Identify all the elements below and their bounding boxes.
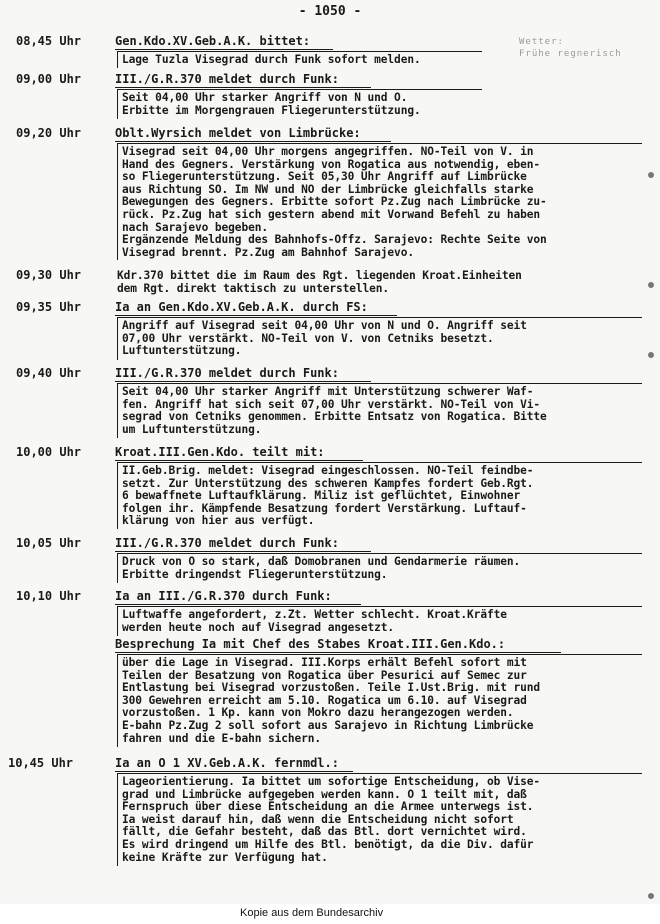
body-line: Seit 04,00 Uhr starker Angriff mit Unterstützung schwerer Waf-	[122, 386, 534, 398]
entry-heading: Oblt.Wyrsich meldet von Limbrücke:	[115, 126, 391, 142]
entry-time: 09,40 Uhr	[16, 366, 82, 380]
entry-body	[117, 317, 642, 360]
body-line: 300 Gewehren erreicht am 5.10. Rogatica um 6.10. auf Visegrad	[122, 694, 527, 707]
entry-heading: III./G.R.370 meldet durch Funk:	[115, 72, 371, 88]
body-line: Ia weist darauf hin, daß wenn die Entscheidung nicht sofort	[122, 813, 514, 826]
body-line: 07,00 Uhr verstärkt. NO-Teil von V. von Cetniks besetzt.	[122, 332, 494, 345]
entry-time: 09,35 Uhr	[16, 300, 82, 314]
body-line: folgen ihr. Kämpfende Besatzung fordert Verstärkung. Luftauf-	[122, 502, 527, 515]
body-line: grad und Limbrücke aufgegeben werden kann. O 1 teilt mit, daß	[122, 788, 527, 801]
entry-body	[117, 383, 642, 438]
body-line: Druck von O so stark, daß Domobranen und Gendarmerie räumen.	[122, 556, 521, 568]
entry-body	[117, 462, 642, 529]
margin-mark	[648, 352, 654, 358]
body-line: dem Rgt. direkt taktisch zu unterstellen.	[117, 282, 390, 295]
body-line: über die Lage in Visegrad. III.Korps erhält Befehl sofort mit	[122, 657, 527, 669]
body-line: Seit 04,00 Uhr starker Angriff von N und O.	[122, 92, 408, 104]
body-line: Angriff auf Visegrad seit 04,00 Uhr von N und O. Angriff seit	[122, 320, 527, 332]
body-line: Es wird dringend um Hilfe des Btl. benötigt, da die Div. dafür	[122, 838, 534, 851]
body-line: Teilen der Besatzung von Rogatica über Pesurici auf Semec zur	[122, 669, 527, 682]
entry-heading: Ia an III./G.R.370 durch Funk:	[115, 589, 361, 605]
weather-stamp	[519, 36, 639, 60]
entry-heading: Ia an Gen.Kdo.XV.Geb.A.K. durch FS:	[115, 300, 397, 316]
entry-time: 08,45 Uhr	[16, 34, 82, 48]
body-line: fahren und die E-bahn sichern.	[122, 732, 322, 745]
body-line: Erbitte dringendst Fliegerunterstützung.	[122, 568, 388, 581]
body-line: Visegrad brennt. Pz.Zug am Bahnhof Sarajevo.	[122, 246, 414, 259]
entry-body	[117, 606, 642, 636]
body-line: segrad von Cetniks genommen. Erbitte Entsatz von Rogatica. Bitte	[122, 411, 547, 424]
entry-body	[117, 773, 642, 866]
entry-body	[117, 268, 637, 297]
body-line: so Fliegerunterstützung. Seit 05,30 Uhr Angriff auf Limbrücke	[122, 171, 527, 184]
body-line: Kdr.370 bittet die im Raum des Rgt. liegenden Kroat.Einheiten	[117, 270, 522, 282]
entry-time: 10,45 Uhr	[8, 756, 74, 770]
body-line: Lageorientierung. Ia bittet um sofortige Entscheidung, ob Vise-	[122, 776, 541, 788]
body-line: fällt, die Gefahr besteht, daß das Btl. dort vernichtet wird.	[122, 826, 527, 839]
body-line: fen. Angriff hat sich seit 07,00 Uhr verstärkt. NO-Teil von Vi-	[122, 398, 541, 411]
margin-mark	[648, 893, 654, 899]
body-line: Lage Tuzla Visegrad durch Funk sofort melden.	[122, 54, 421, 66]
body-line: keine Kräfte zur Verfügung hat.	[122, 851, 328, 864]
body-line: Bewegungen des Gegners. Erbitte sofort Pz.Zug nach Limbrücke zu-	[122, 196, 547, 209]
entry-time: 09,30 Uhr	[16, 268, 82, 282]
body-line: Luftwaffe angefordert, z.Zt. Wetter schlecht. Kroat.Kräfte	[122, 609, 507, 621]
entry-heading: III./G.R.370 meldet durch Funk:	[115, 536, 371, 552]
entry-time: 10,05 Uhr	[16, 536, 82, 550]
body-line: Luftunterstützung.	[122, 345, 242, 358]
body-line: E-bahn Pz.Zug 2 soll sofort aus Sarajevo in Richtung Limbrücke	[122, 719, 534, 732]
entry-heading: Kroat.III.Gen.Kdo. teilt mit:	[115, 445, 363, 461]
body-line: aus Richtung SO. Im NW und NO der Limbrücke gleichfalls starke	[122, 183, 534, 196]
body-line: Erbitte im Morgengrauen Fliegerunterstützung.	[122, 104, 421, 117]
archive-footer	[0, 904, 660, 924]
body-line: setzt. Zur Unterstützung des schweren Kampfes fordert Geb.Rgt.	[122, 477, 534, 490]
entry-heading: Ia an O 1 XV.Geb.A.K. fernmdl.:	[115, 756, 353, 772]
entry-heading: Gen.Kdo.XV.Geb.A.K. bittet:	[115, 34, 333, 50]
entry-heading: Besprechung Ia mit Chef des Stabes Kroat.III.Gen.Kdo.:	[115, 637, 561, 653]
body-line: rück. Pz.Zug hat sich gestern abend mit Vorwand Befehl zu haben	[122, 208, 541, 221]
body-line: Entlastung bei Visegrad vorzustoßen. Teile I.Ust.Brig. mit rund	[122, 682, 541, 695]
margin-mark	[648, 282, 654, 288]
entry-heading: III./G.R.370 meldet durch Funk:	[115, 366, 371, 382]
entry-body	[117, 89, 482, 119]
entry-body	[117, 143, 642, 260]
body-line: klärung von hier aus verfügt.	[122, 515, 315, 528]
body-line: vorzustoßen. 1 Kp. kann von Mokro dazu herangezogen werden.	[122, 707, 514, 720]
body-line: Ergänzende Meldung des Bahnhofs-Offz. Sarajevo: Rechte Seite von	[122, 234, 547, 247]
entry-time: 09,20 Uhr	[16, 126, 82, 140]
entry-body	[117, 51, 482, 68]
entry-body	[117, 654, 642, 747]
body-line: Hand des Gegners. Verstärkung von Rogatica aus notwendig, eben-	[122, 158, 541, 171]
entry-body	[117, 553, 642, 583]
body-line: nach Sarajevo begeben.	[122, 221, 268, 234]
body-line: Fernspruch über diese Entscheidung an die Armee unterwegs ist.	[122, 801, 534, 814]
body-line: II.Geb.Brig. meldet: Visegrad eingeschlossen. NO-Teil feindbe-	[122, 465, 534, 477]
entry-time: 10,10 Uhr	[16, 589, 82, 603]
stamp-line: Wetter:	[519, 37, 564, 47]
body-line: Visegrad seit 04,00 Uhr morgens angegriffen. NO-Teil von V. in	[122, 146, 534, 158]
stamp-line: Frühe regnerisch	[519, 49, 622, 59]
entry-time: 10,00 Uhr	[16, 445, 82, 459]
page-number: - 1050 -	[298, 4, 362, 19]
margin-mark	[648, 172, 654, 178]
archive-label: Kopie aus dem Bundesarchiv	[240, 907, 384, 919]
body-line: um Luftunterstützung.	[122, 423, 262, 436]
body-line: werden heute noch auf Visegrad angesetzt.	[122, 621, 395, 634]
entry-time: 09,00 Uhr	[16, 72, 82, 86]
body-line: 6 bewaffnete Luftaufklärung. Miliz ist geflüchtet, Einwohner	[122, 490, 521, 503]
